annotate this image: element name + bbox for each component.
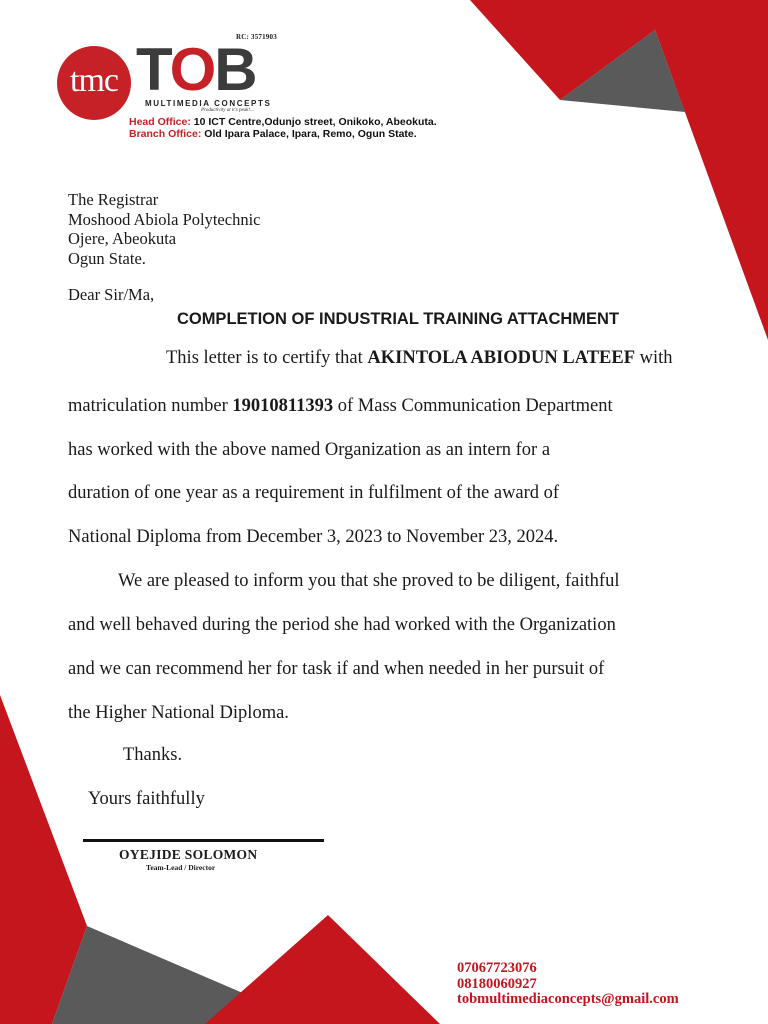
brand-tagline: Productivity at it's peak!... (201, 108, 254, 113)
body-line: and well behaved during the period she had worked with the Organization (68, 615, 616, 635)
body-line: duration of one year as a requirement in fulfilment of the award of (68, 483, 560, 503)
body-line (68, 396, 613, 417)
recipient-line: Ojere, Abeokuta (68, 229, 177, 248)
recipient-address (68, 190, 261, 268)
phone-number: 07067723076 (457, 960, 537, 976)
brand-letter-t: T (136, 36, 170, 103)
yours-faithfully: Yours faithfully (88, 789, 205, 809)
body-text: This letter is to certify that (166, 348, 368, 368)
body-text: with (635, 348, 673, 368)
top-right-red-shape (470, 0, 768, 340)
brand-wordmark (136, 36, 256, 103)
signatory-name: OYEJIDE SOLOMON (119, 847, 258, 862)
letter-subject: COMPLETION OF INDUSTRIAL TRAINING ATTACHMENT (176, 310, 620, 328)
salutation: Dear Sir/Ma, (68, 285, 155, 304)
email-address: tobmultimediaconcepts@gmail.com (457, 991, 679, 1007)
brand-letter-b: B (214, 36, 256, 103)
branch-office (129, 128, 417, 140)
brand-subtitle: MULTIMEDIA CONCEPTS (145, 99, 272, 108)
student-name: AKINTOLA ABIODUN LATEEF (367, 348, 636, 368)
recipient-line: Moshood Abiola Polytechnic (68, 209, 261, 229)
body-line: and we can recommend her for task if and when needed in her pursuit of (68, 659, 605, 679)
head-office (129, 116, 437, 128)
signature-line (83, 839, 324, 842)
rc-number: RC: 3571903 (236, 33, 277, 41)
body-line: the Higher National Diploma. (68, 703, 289, 723)
body-text: of Mass Communication Department (333, 396, 613, 416)
recipient-line: The Registrar (68, 190, 159, 209)
phone-number: 08180060927 (457, 975, 537, 992)
branch-office-label: Branch Office: (129, 128, 202, 140)
matric-number: 19010811393 (232, 396, 334, 416)
branch-office-address: Old Ipara Palace, Ipara, Remo, Ogun State. (204, 128, 417, 140)
signatory-role: Team-Lead / Director (146, 863, 216, 872)
head-office-address: 10 ICT Centre,Odunjo street, Onikoko, Abeokuta. (193, 116, 437, 128)
body-line: We are pleased to inform you that she proved to be diligent, faithful (118, 571, 620, 591)
contact-block (457, 961, 679, 1008)
brand-letter-o: O (169, 36, 215, 103)
recipient-line: Ogun State. (68, 248, 146, 268)
body-line (166, 348, 673, 369)
thanks-text: Thanks. (123, 745, 183, 765)
body-text: matriculation number (68, 396, 233, 416)
body-line: has worked with the above named Organization as an intern for a (68, 440, 551, 460)
bottom-center-red-shape (205, 915, 440, 1024)
body-line: National Diploma from December 3, 2023 to November 23, 2024. (68, 527, 559, 547)
head-office-label: Head Office: (129, 116, 191, 128)
logo-monogram: tmc (57, 46, 131, 120)
